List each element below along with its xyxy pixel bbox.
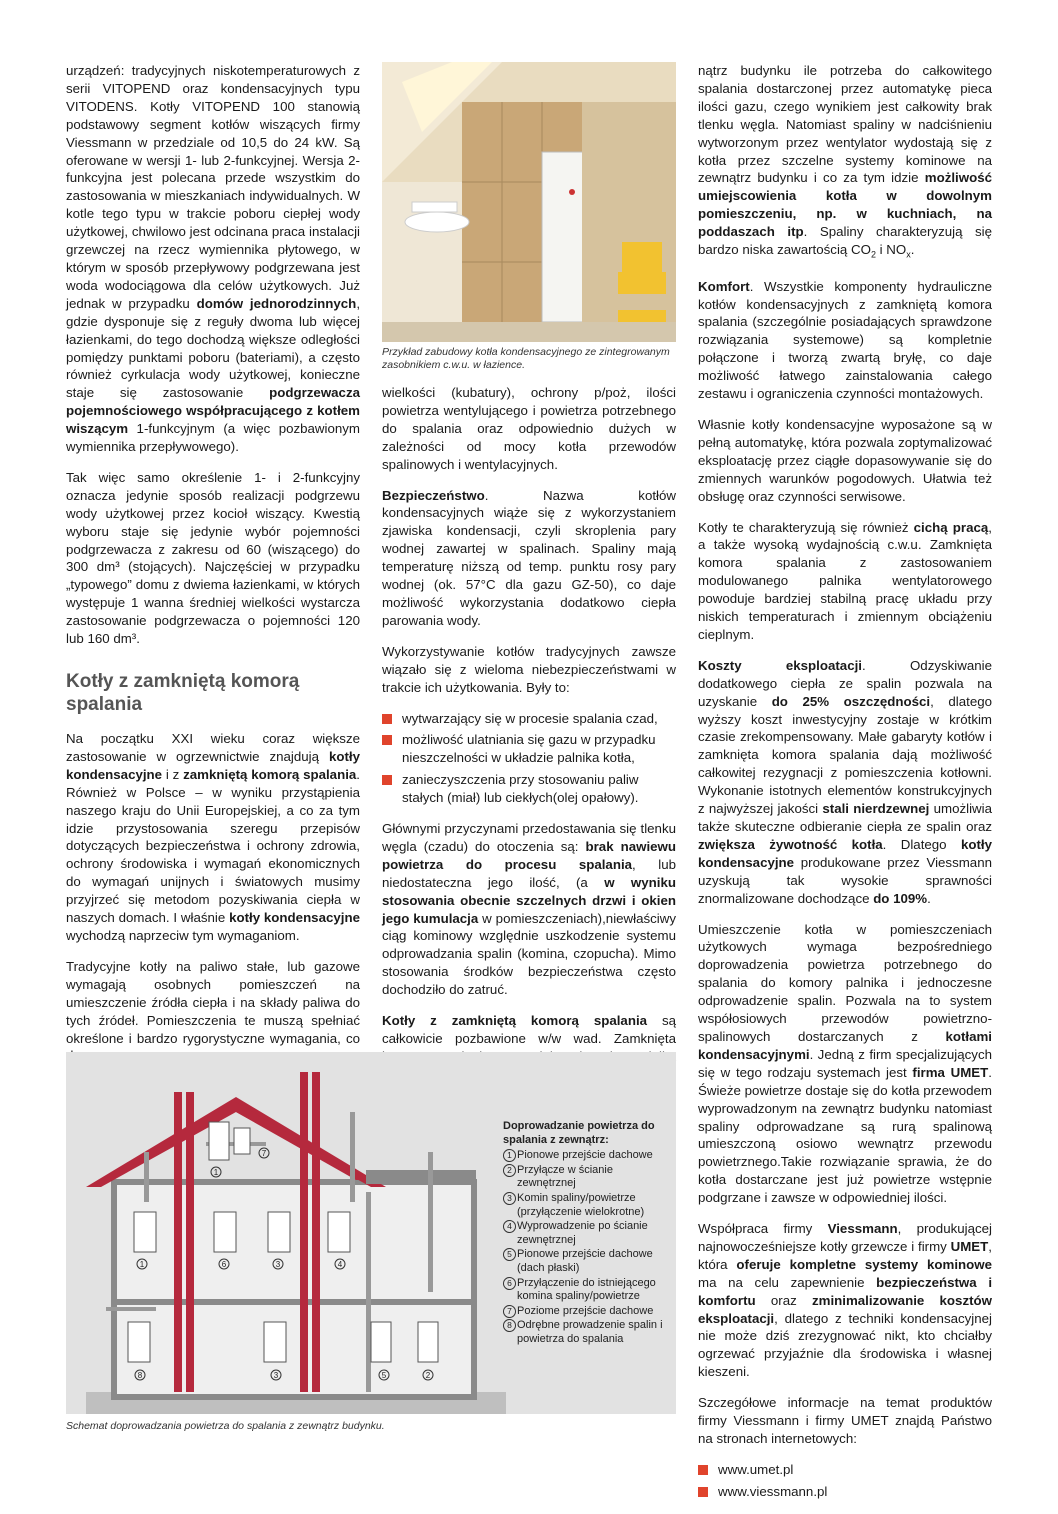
- paragraph: Koszty eksploatacji. Odzyskiwanie dodatkowego ciepła ze spalin pozwala na uzyskanie do 25% oszczędności, dlatego wyższy koszt inwestycyjny zostaje w krótkim czasie zrekompensowany. Małe gabaryty kotłów i zamknięta komora spalania dają możliwość całkowitej rezygnacji z pomieszczenia kotłowni. Wykonanie istotnych elementów konstrukcyjnych z najwyższej jakości stali nierdzewnej umożliwia także skuteczne odbieranie ciepła ze spalin oraz zwiększa żywotność kotła. Dlatego kotły kondensacyjne produkowane przez Viessmann uzyskują tak wysokie sprawności znormalizowane dochodzące do 109%.: [698, 657, 993, 906]
- legend-item: 2 Przyłącze w ścianie zewnętrznej: [503, 1164, 673, 1191]
- list-item: wytwarzający się w procesie spalania czad,: [382, 710, 676, 728]
- boiler-label: 4: [337, 1260, 343, 1269]
- paragraph: Własnie kotły kondensacyjne wyposażone są w pełną automatykę, która pozwala zoptymalizować eksploatację przez ciągłe dopasowywanie się do zmiennych warunków pogodowych. Ułatwia też obsługę oraz czynności serwisowe.: [698, 416, 992, 504]
- viessmann-link[interactable]: www.viessmann.pl: [718, 1483, 828, 1499]
- paragraph: nątrz budynku ile potrzeba do całkowitego spalania dostarczonej przez automatykę pieca ilości gazu, czego wynikiem jest całkowity brak tlenku węgla. Natomiast spaliny w nadciśnieniu wytworzonym przez wentylator wydostają się z kotła przez szczelne systemy kominowe na zewnątrz budynku i co za tym idzie możliwość umiejscowienia kotła w dowolnym pomieszczeniu, np. w kuchniach, na poddaszach itp. Spaliny charakteryzują się bardzo niska zawartością $CO_2$ i $NO_x$.: [698, 63, 992, 260]
- boiler-label: 3: [273, 1371, 279, 1380]
- links-list: [698, 1461, 992, 1501]
- bathroom-photo: [382, 62, 676, 342]
- section-heading: Kotły z zamkniętą komorą spalania: [66, 671, 300, 715]
- boiler-label: 8: [137, 1371, 143, 1380]
- paragraph: Bezpieczeństwo. Nazwa kotłów kondensacyjnych wiąże się z wykorzystaniem zjawiska kondensacji, czyli skroplenia pary wodnej zawartej w spalinach. Spaliny mają temperaturę niższą od temp. punktu rosy pary wodnej (ok. 57°C dla gazu GZ-50), co daje możliwość wykorzystania dodatkowo ciepła parowania wody.: [382, 487, 676, 628]
- boiler-label: 3: [275, 1260, 281, 1269]
- boiler-label: 5: [381, 1371, 387, 1380]
- photo-caption: Przykład zabudowy kotła kondensacyjnego ze zintegrowanym zasobnikiem c.w.u. w łazience.: [382, 346, 670, 371]
- paragraph: Umieszczenie kotła w pomieszczeniach użytkowych wymaga bezpośredniego doprowadzenia powietrza potrzebnego do spalania do komory palnika i jednoczesne odprowadzenie spalin. Pozwala na to system współosiowych przewodów powietrzno-spalinowych dostarczanych z kotłami kondensacyjnymi. Jedną z firm specjalizujących się w tego rodzaju systemach jest firma UMET. Świeże powietrze dostaje się do kotła przewodem wyprowadzonym na zewnątrz budynku natomiast spaliny odprowadzane są rurą spalinową umieszczoną osiowo wewnątrz przewodu powietrznego.Takie rozwiązanie sprawia, że do kotła dostarczane jest już powietrze wstępnie podgrzane i zawsze w odpowiedniej ilości.: [698, 921, 992, 1206]
- bullet-square-icon: [698, 1487, 708, 1497]
- bullet-square-icon: [382, 775, 392, 785]
- legend-item: 1 Pionowe przejście dachowe: [503, 1149, 673, 1163]
- list-item: zanieczyszczenia przy stosowaniu paliw stałych (miał) lub ciekłych(olej opałowy).: [382, 771, 676, 807]
- column-1: [66, 62, 360, 1078]
- legend-item: 5 Pionowe przejście dachowe (dach płaski): [503, 1248, 673, 1275]
- paragraph: Tradycyjne kotły na paliwo stałe, lub gazowe wymagają osobnych pomieszczeń na umieszczenie źródła ciepła i na składy paliwa do tych źródeł. Pomieszczenia te muszą spełniać określone i bardzo rygorystyczne wymagania, co: [66, 958, 360, 1046]
- house-diagram: [66, 1052, 676, 1414]
- paragraph: Tak więc samo określenie 1- i 2-funkcyjny oznacza jedynie sposób realizacji podgrzewu wody użytkowej przez kocioł wiszący. Kwestią wyboru staje się jedynie wybór pojemności podgrzewacza z zakresu od 60 (wiszącego) do 300 dm³ (stojących). Najczęściej w przypadku „typowego” domu z dwiema łazienkami, w których występuje 1 wanna średniej wielkości wystarcza zastosowanie podgrzewacza o pojemności 120 lub 160 dm³.: [66, 469, 360, 647]
- paragraph: Kotły te charakteryzują się również cichą pracą, a także wysoką wydajnością c.w.u. Zamknięta komora spalania z zastosowaniem modulowanego palnika wentylatorowego powoduje bardziej stabilną pracę układu przy niskich temperaturach i zmiennym obciążeniu cieplnym.: [698, 519, 992, 642]
- diagram-caption: Schemat doprowadzania powietrza do spalania z zewnątrz budynku.: [66, 1420, 385, 1432]
- boiler-label: 6: [221, 1260, 227, 1269]
- legend-item: 7 Poziome przejście dachowe: [503, 1305, 673, 1319]
- paragraph: Szczegółowe informacje na temat produktów firmy Viessmann i firmy UMET znajdą Państwo na stronach internetowych:: [698, 1395, 992, 1446]
- paragraph: wielkości (kubatury), ochrony p/poż, ilości powietrza wentylującego i powietrza potrzebnego do spalania oraz odpowiednio dużych w zależności od mocy kotła przewodów spalinowych i wentylacyjnych.: [382, 385, 676, 472]
- paragraph: Współpraca firmy Viessmann, produkującej najnowocześniejsze kotły grzewcze i firmy UMET, która oferuje kompletne systemy kominowe ma na celu zapewnienie bezpieczeństwa i komfortu oraz zminimalizowanie kosztów eksploatacji, dlatego z techniki kondensacyjnej nie może dziś zrezygnować nikt, kto chciałby ogrzewać przyjaźnie dla środowiska i własnej kieszeni.: [698, 1221, 993, 1380]
- bathroom-illustration: [382, 62, 676, 342]
- column-2: [382, 384, 676, 1115]
- legend-item: 3 Komin spaliny/powietrze (przyłączenie wielokrotne): [503, 1192, 673, 1219]
- list-item: [698, 1461, 992, 1479]
- boiler-label: 7: [261, 1149, 267, 1158]
- legend-item: 4 Wyprowadzenie po ścianie zewnętrznej: [503, 1220, 673, 1247]
- legend-item: 8 Odrębne prowadzenie spalin i powietrza do spalania: [503, 1319, 673, 1346]
- legend-item: 6 Przyłączenie do istniejącego komina spaliny/powietrze: [503, 1277, 673, 1304]
- bullet-square-icon: [382, 714, 392, 724]
- boiler-label: 2: [425, 1371, 431, 1380]
- bullet-square-icon: [382, 735, 392, 745]
- paragraph: Głównymi przyczynami przedostawania się tlenku węgla (czadu) do otoczenia są: brak nawiewu powietrza do procesu spalania, lub niedostateczna jego ilość, (a w wyniku stosowania obecnie szczelnych drzwi i okien jego kumulacja w pomieszczeniach),niewłaściwy ciąg kominowy względnie uszkodzenie systemu odprowadzania spalin (komina, czopucha). Mimo stosowania środków bezpieczeństwa często dochodziło do zatruć.: [382, 821, 677, 998]
- list-item: [698, 1483, 992, 1501]
- bullet-square-icon: [698, 1465, 708, 1475]
- paragraph: Komfort. Wszystkie komponenty hydrauliczne kotłów kondensacyjnych z zamkniętą komora spalania (szczególnie posiadających sprawdzone rozwiązania systemowe) są kompletnie połączone i tworzą zwartą bryłę, co daje możliwość łatwego zainstalowania całego zestawu i ograniczenia czynności montażowych.: [698, 278, 992, 402]
- paragraph: Na początku XXI wieku coraz większe zastosowanie w ogrzewnictwie znajdują kotły kondensacyjne i z zamkniętą komorą spalania. Również w Polsce – w wyniku przystąpienia naszego kraju do Unii Europejskiej, a co za tym idzie przystosowania szeregu przepisów dotyczących bezpieczeństwa i ochrony zdrowia, ochrony środowiska i wymagań ekonomicznych do wymagań unijnych i światowych musimy przyjrzeć się metodom pozyskiwania ciepła w naszych domach. I właśnie kotły kondensacyjne wychodzą naprzeciw tym wymaganiom.: [66, 731, 360, 943]
- paragraph: Kotły z zamkniętą komorą spalania są całkowicie pozbawione w/w wad. Zamknięta: [382, 1013, 676, 1046]
- umet-link[interactable]: www.umet.pl: [718, 1461, 794, 1477]
- boiler-label: 1: [139, 1260, 145, 1269]
- column-3: [698, 62, 992, 1514]
- hazard-list: [382, 710, 676, 808]
- legend-title: Doprowadzanie powietrza do spalania z zewnątrz:: [503, 1120, 655, 1146]
- paragraph: Wykorzystywanie kotłów tradycyjnych zawsze wiązało się z wieloma niebezpieczeństwami w trakcie ich użytkowania. Były to:: [382, 643, 676, 695]
- paragraph: urządzeń: tradycyjnych niskotemperaturowych z serii VITOPEND oraz kondensacyjnych typu VITODENS. Kotły VITOPEND 100 stanowią podstawowy segment kotłów wiszących firmy Viessmann w przedziale od 10,5 do 24 kW. Są oferowane w wersji 1- lub 2-funkcyjnej. Wersja 2-funkcyjna jest polecana przede wszystkim do zastosowania w mieszkaniach indywidualnych. W kotle tego typu w trakcie poboru ciepłej wody użytkowej, chwilowo jest odcinana praca instalacji grzewczej na rzecz wymiennika płytowego, w którym w sposób przepływowy podgrzewana jest woda wodociągowa dla celów użytkowych. Już jednak w przypadku domów jednorodzinnych, gdzie dysponuje się z reguły dwoma lub więcej łazienkami, do tego dochodzą większe odległości pomiędzy punktami poboru (bateriami), a często również cyrkulacja wody użytkowej, konieczne staje się zastosowanie podgrzewacza pojemnościowego współpracującego z kotłem wiszącym 1-funkcyjnym (a więc pozbawionym wymiennika przepływowego).: [66, 63, 361, 455]
- diagram-legend: [503, 1120, 673, 1348]
- boiler-label: 1: [213, 1168, 219, 1177]
- list-item: możliwość ulatniania się gazu w przypadku nieszczelności w układzie palnika kotła,: [382, 731, 676, 767]
